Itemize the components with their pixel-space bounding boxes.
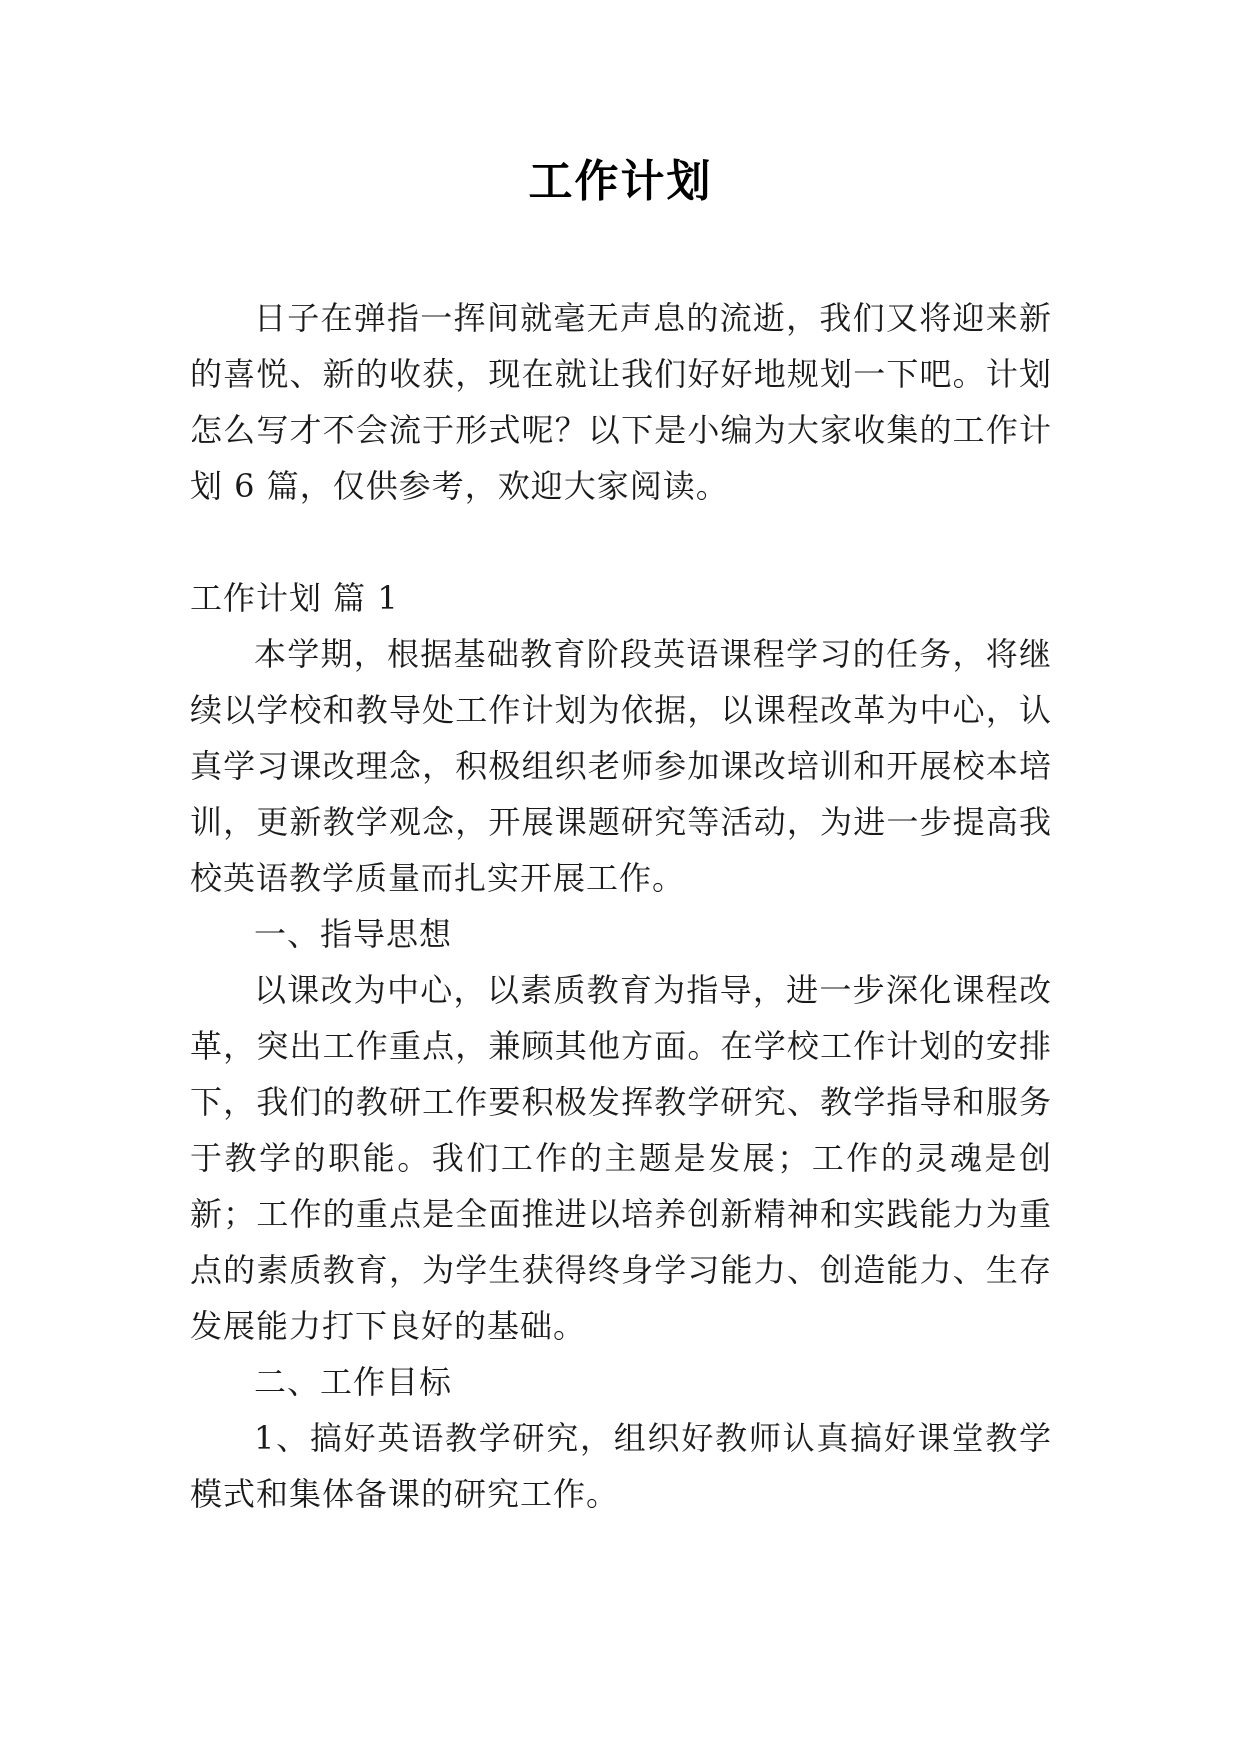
- body-paragraph-1: 本学期，根据基础教育阶段英语课程学习的任务，将继续以学校和教导处工作计划为依据，以课程改革为中心，认真学习课改理念，积极组织老师参加课改培训和开展校本培训，更新教学观念，开展课题研究等活动，为进一步提高我校英语教学质量而扎实开展工作。: [190, 635, 1052, 897]
- heading-guiding-ideology: 一、指导思想: [254, 915, 453, 953]
- body-paragraph-2: 以课改为中心，以素质教育为指导，进一步深化课程改革，突出工作重点，兼顾其他方面。在学校工作计划的安排下，我们的教研工作要积极发挥教学研究、教学指导和服务于教学的职能。我们工作的主题是发展；工作的灵魂是创新；工作的重点是全面推进以培养创新精神和实践能力为重点的素质教育，为学生获得终身学习能力、创造能力、生存发展能力打下良好的基础。: [190, 971, 1052, 1345]
- list-item-1: 1、搞好英语教学研究，组织好教师认真搞好课堂教学模式和集体备课的研究工作。: [190, 1419, 1052, 1513]
- section-heading: 工作计划 篇 1: [190, 579, 399, 617]
- intro-paragraph: 日子在弹指一挥间就毫无声息的流逝，我们又将迎来新的喜悦、新的收获，现在就让我们好好地规划一下吧。计划怎么写才不会流于形式呢？以下是小编为大家收集的工作计划 6 篇，仅供参考，欢迎大家阅读。: [190, 299, 1052, 505]
- document-body: [190, 290, 1052, 1522]
- document-title: 工作计划: [528, 156, 713, 207]
- heading-work-goals: 二、工作目标: [254, 1363, 453, 1401]
